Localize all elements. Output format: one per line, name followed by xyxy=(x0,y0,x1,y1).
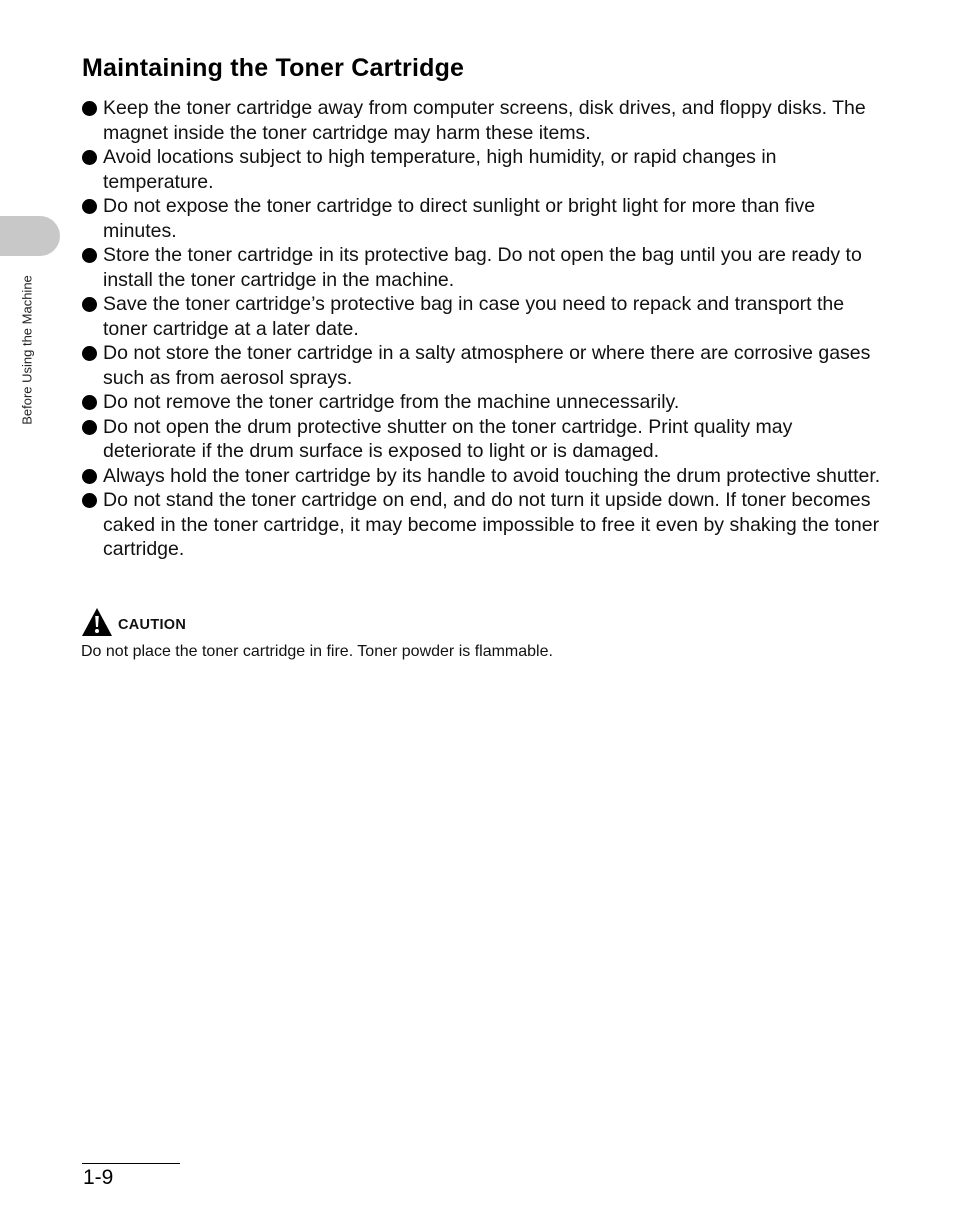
bullet-icon xyxy=(82,420,97,435)
list-item xyxy=(82,145,882,194)
list-item xyxy=(82,390,882,415)
page-number: 1-9 xyxy=(83,1166,114,1189)
list-item xyxy=(82,292,882,341)
list-item-text: Save the toner cartridge’s protective bag in case you need to repack and transport the toner cartridge at a later date. xyxy=(103,293,845,340)
list-item-text: Keep the toner cartridge away from computer screens, disk drives, and floppy disks. The magnet inside the toner cartridge may harm these items. xyxy=(103,97,866,144)
caution-notice xyxy=(81,607,881,661)
bullet-icon xyxy=(82,248,97,263)
bullet-icon xyxy=(82,493,97,508)
list-item-text: Do not open the drum protective shutter on the toner cartridge. Print quality may deteriorate if the drum surface is exposed to light or is damaged. xyxy=(103,415,793,462)
list-item xyxy=(82,488,882,562)
chapter-side-label: Before Using the Machine xyxy=(19,275,35,425)
caution-label: CAUTION xyxy=(118,617,187,633)
caution-text: Do not place the toner cartridge in fire. Toner powder is flammable. xyxy=(81,643,553,660)
footer-divider xyxy=(82,1163,180,1164)
bullet-icon xyxy=(82,199,97,214)
warning-triangle-icon xyxy=(81,607,113,637)
bullet-icon xyxy=(82,346,97,361)
bullet-icon xyxy=(82,469,97,484)
bullet-list xyxy=(82,96,882,562)
list-item xyxy=(82,464,882,489)
caution-header xyxy=(81,607,881,637)
list-item xyxy=(82,96,882,145)
list-item-text: Store the toner cartridge in its protective bag. Do not open the bag until you are ready to install the toner cartridge in the machine. xyxy=(103,244,862,291)
list-item xyxy=(82,341,882,390)
list-item xyxy=(82,243,882,292)
list-item xyxy=(82,415,882,464)
list-item xyxy=(82,194,882,243)
list-item-text: Do not expose the toner cartridge to direct sunlight or bright light for more than five minutes. xyxy=(103,195,816,242)
page-title: Maintaining the Toner Cartridge xyxy=(82,54,465,82)
list-item-text: Do not stand the toner cartridge on end, and do not turn it upside down. If toner becomes caked in the toner cartridge, it may become impossible to free it even by shaking the toner cartridge. xyxy=(103,489,880,560)
bullet-icon xyxy=(82,150,97,165)
list-item-text: Do not remove the toner cartridge from the machine unnecessarily. xyxy=(103,391,680,413)
bullet-icon xyxy=(82,101,97,116)
bullet-icon xyxy=(82,395,97,410)
list-item-text: Always hold the toner cartridge by its handle to avoid touching the drum protective shutter. xyxy=(103,464,881,487)
list-item-text: Do not store the toner cartridge in a salty atmosphere or where there are corrosive gases such as from aerosol sprays. xyxy=(103,342,871,389)
list-item-text: Avoid locations subject to high temperature, high humidity, or rapid changes in temperature. xyxy=(103,146,777,193)
chapter-tab xyxy=(0,216,60,256)
bullet-icon xyxy=(82,297,97,312)
